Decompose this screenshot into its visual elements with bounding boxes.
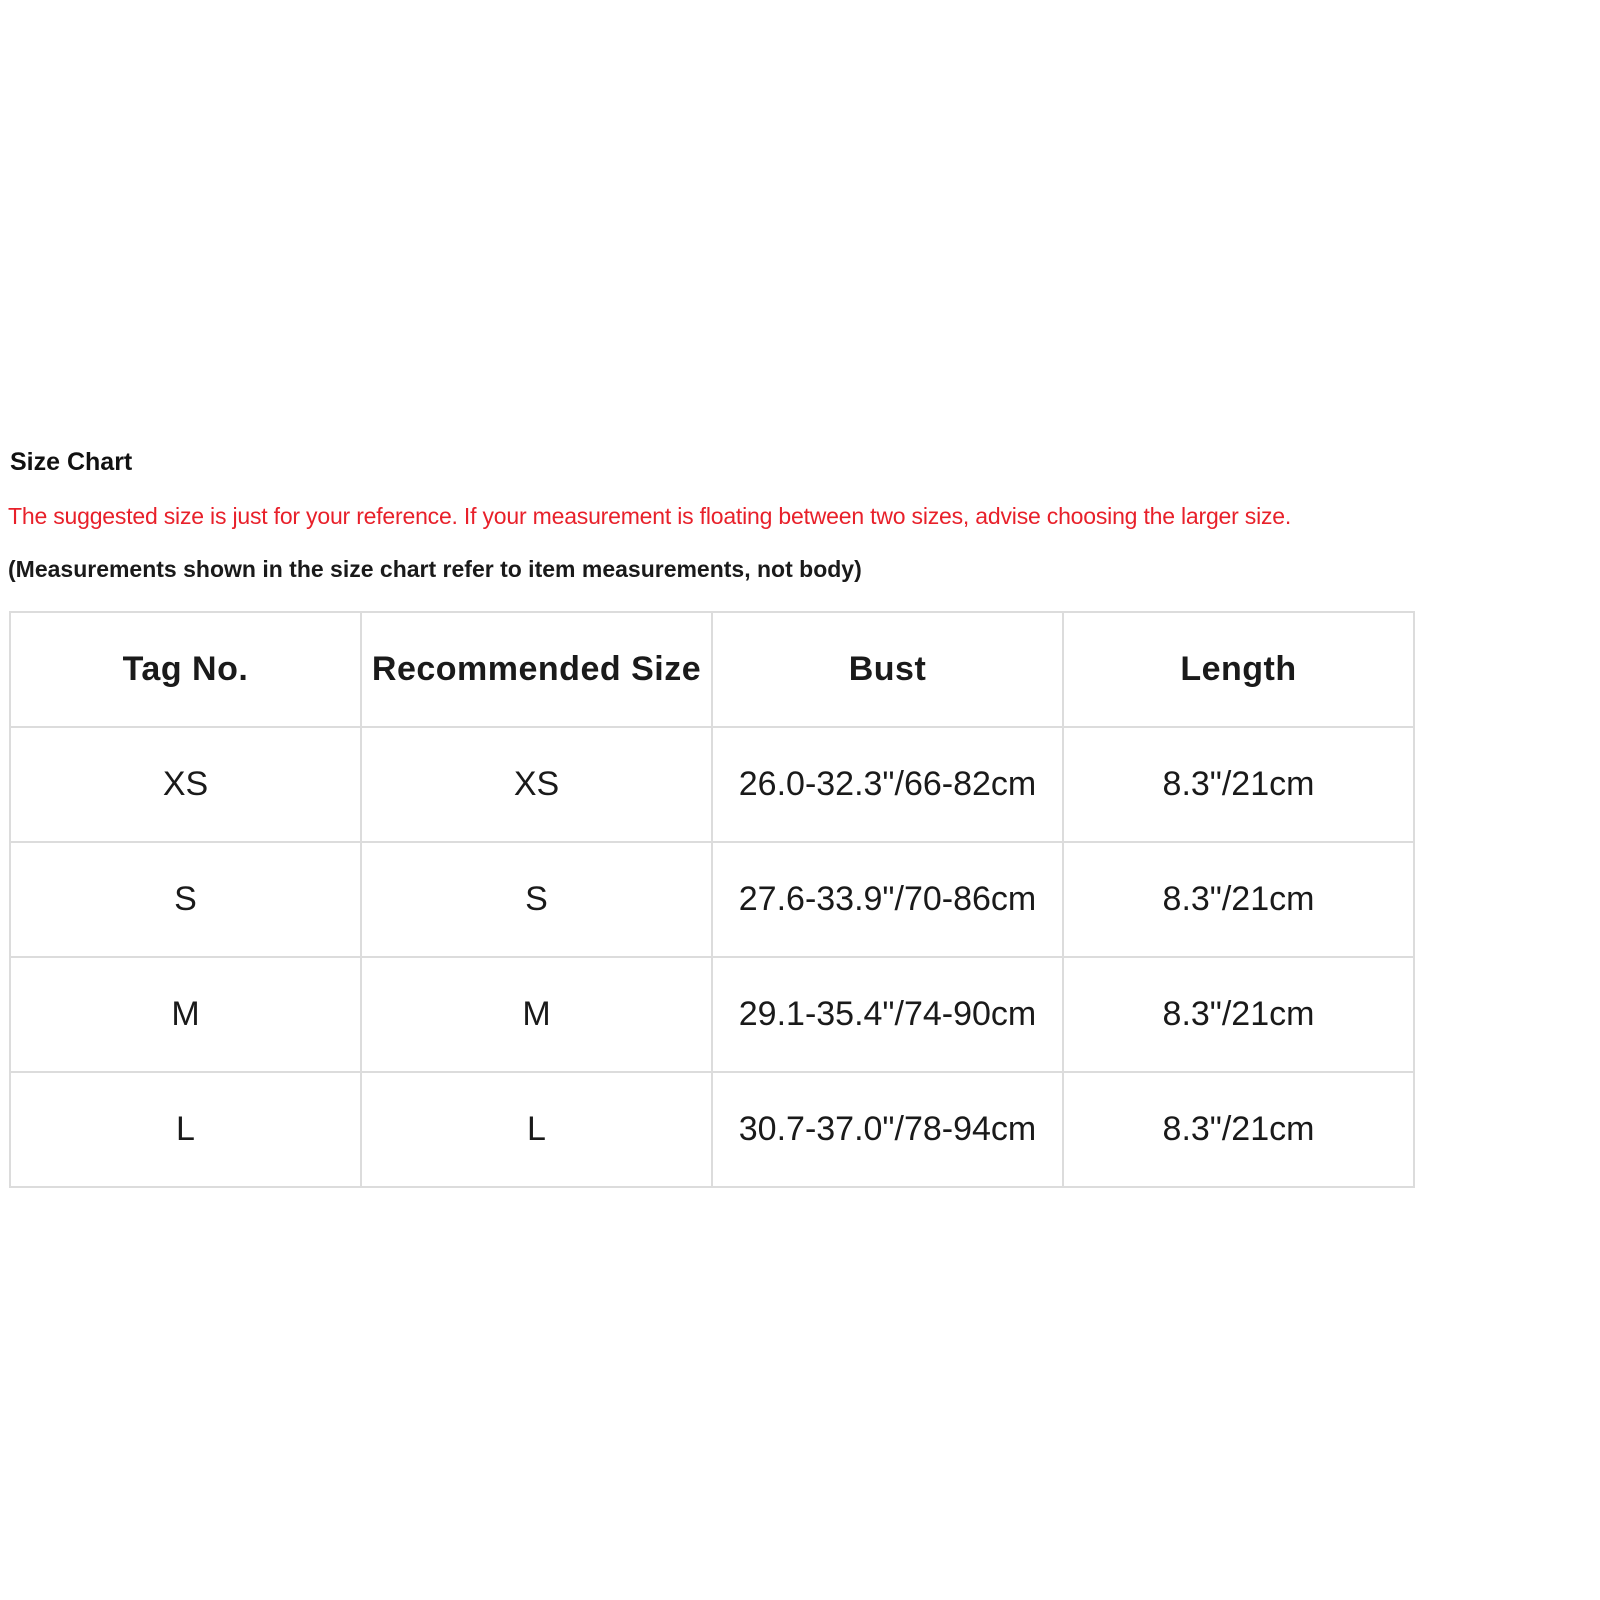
table-row xyxy=(10,1072,1414,1187)
cell-tag-no: M xyxy=(10,957,361,1072)
cell-length: 8.3"/21cm xyxy=(1063,727,1414,842)
table-row xyxy=(10,957,1414,1072)
cell-recommended-size: XS xyxy=(361,727,712,842)
header-length: Length xyxy=(1063,612,1414,727)
cell-tag-no: L xyxy=(10,1072,361,1187)
size-table xyxy=(9,611,1415,1188)
header-recommended-size: Recommended Size xyxy=(361,612,712,727)
cell-bust: 27.6-33.9"/70-86cm xyxy=(712,842,1063,957)
table-row xyxy=(10,842,1414,957)
cell-tag-no: XS xyxy=(10,727,361,842)
table-row xyxy=(10,727,1414,842)
cell-bust: 30.7-37.0"/78-94cm xyxy=(712,1072,1063,1187)
measurement-note: (Measurements shown in the size chart refer to item measurements, not body) xyxy=(8,556,862,582)
header-bust: Bust xyxy=(712,612,1063,727)
table-header-row xyxy=(10,612,1414,727)
cell-recommended-size: L xyxy=(361,1072,712,1187)
cell-recommended-size: S xyxy=(361,842,712,957)
cell-length: 8.3"/21cm xyxy=(1063,842,1414,957)
cell-bust: 29.1-35.4"/74-90cm xyxy=(712,957,1063,1072)
cell-bust: 26.0-32.3"/66-82cm xyxy=(712,727,1063,842)
cell-tag-no: S xyxy=(10,842,361,957)
size-notice: The suggested size is just for your reference. If your measurement is floating between two sizes, advise choosing the larger size. xyxy=(8,503,1292,529)
header-tag-no: Tag No. xyxy=(10,612,361,727)
cell-recommended-size: M xyxy=(361,957,712,1072)
size-chart-title: Size Chart xyxy=(10,448,133,476)
cell-length: 8.3"/21cm xyxy=(1063,1072,1414,1187)
cell-length: 8.3"/21cm xyxy=(1063,957,1414,1072)
